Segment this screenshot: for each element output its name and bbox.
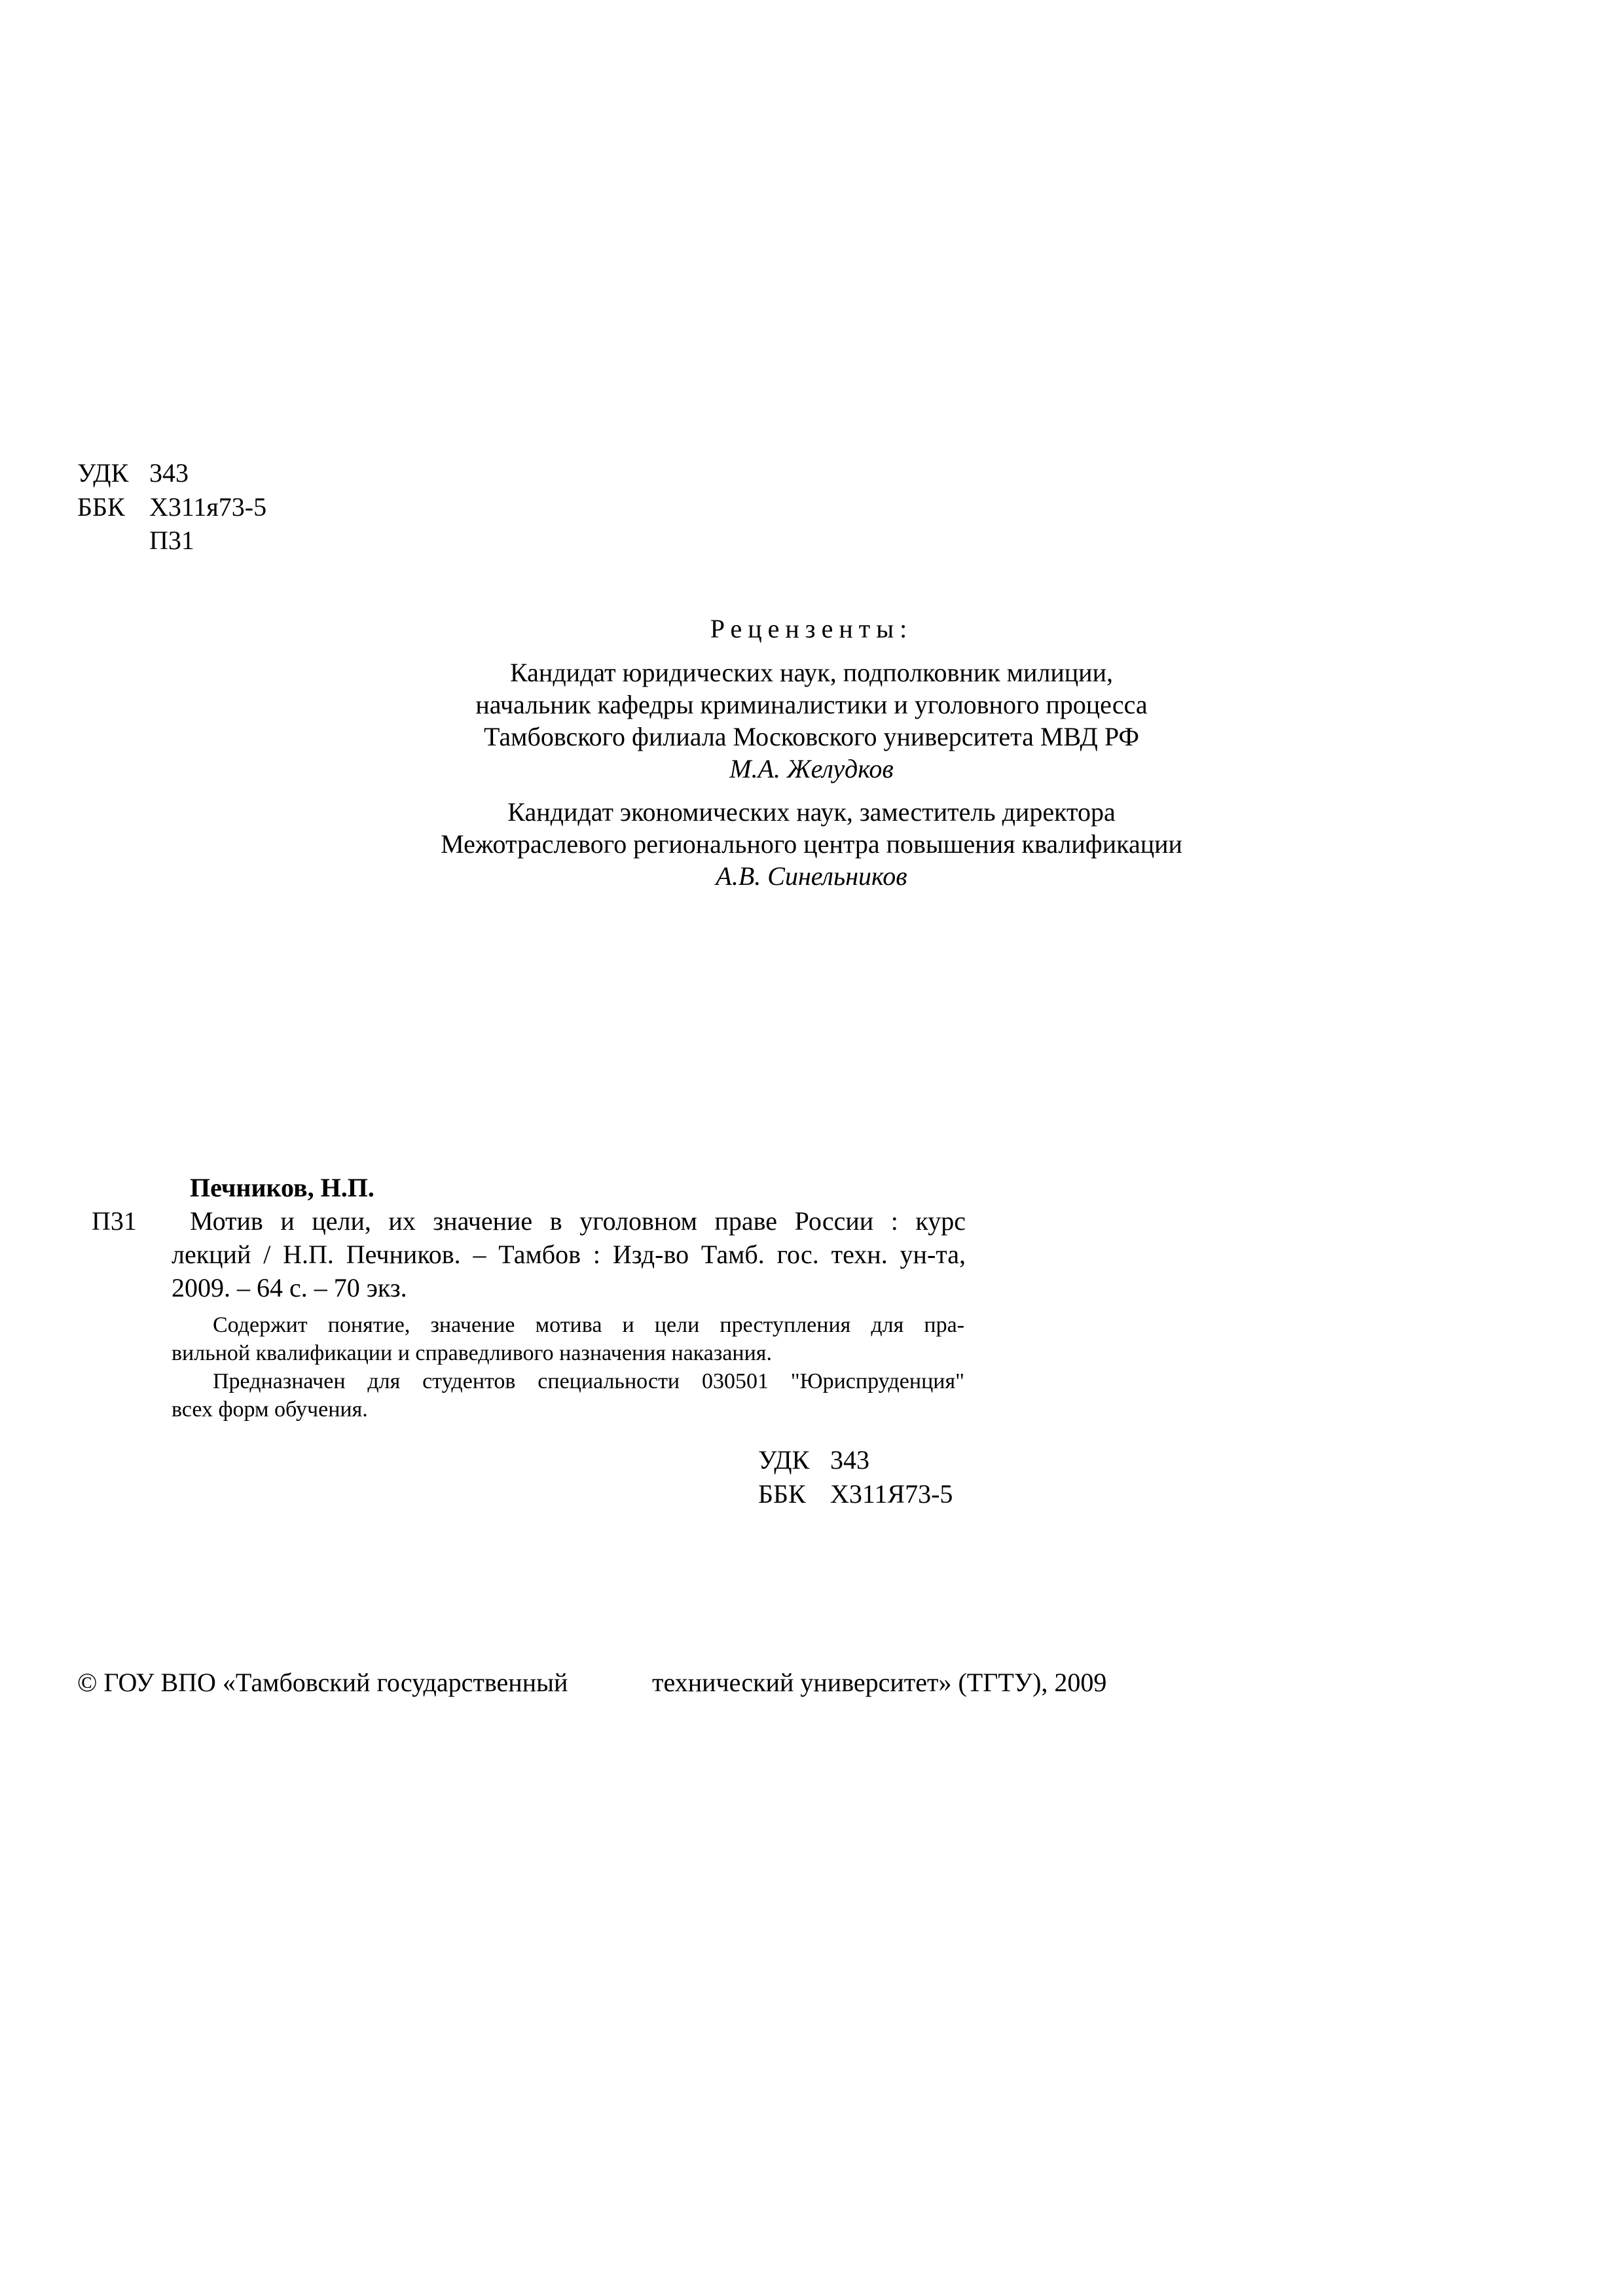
reviewer-2-name: А.В. Синельников: [716, 861, 907, 891]
bbk-value: Х311я73-5: [149, 492, 267, 522]
card-annotation-line-3: Предназначен для студентов специальности 030501 "Юриспруденция": [213, 1369, 964, 1393]
udk-label: УДК: [77, 458, 129, 488]
author-mark-top: П31: [149, 526, 194, 555]
card-bbk-value: Х311Я73-5: [830, 1479, 953, 1509]
reviewer-1-line-1: Кандидат юридических наук, подполковник милиции,: [510, 658, 1113, 687]
card-author-mark: П31: [92, 1206, 137, 1236]
copyright-part-1: © ГОУ ВПО «Тамбовский государственный: [77, 1668, 568, 1697]
card-description-line-3: 2009. – 64 с. – 70 экз.: [172, 1273, 407, 1302]
card-bbk-label: ББК: [758, 1479, 806, 1509]
reviewer-2-line-2: Межотраслевого регионального центра повышения квалификации: [441, 829, 1182, 859]
reviewer-1-line-2: начальник кафедры криминалистики и уголовного процесса: [475, 690, 1148, 719]
card-description-line-1: Мотив и цели, их значение в уголовном праве России : курс: [190, 1206, 966, 1236]
bbk-label: ББК: [77, 492, 125, 522]
reviewer-1-name: М.А. Желудков: [729, 754, 894, 783]
card-annotation-line-4: всех форм обучения.: [172, 1397, 368, 1422]
copyright-part-2: технический университет» (ТГТУ), 2009: [652, 1668, 1107, 1697]
card-udk-label: УДК: [758, 1445, 810, 1475]
card-bbk-line: [758, 1477, 953, 1511]
reviewer-1-line-3: Тамбовского филиала Московского университета МВД РФ: [483, 722, 1140, 751]
card-udk-value: 343: [830, 1445, 869, 1475]
card-annotation-line-1: Содержит понятие, значение мотива и цели преступления для пра-: [213, 1313, 964, 1337]
reviewers-heading: Рецензенты:: [710, 614, 913, 643]
udk-line: [77, 456, 189, 490]
card-description-line-2: лекций / Н.П. Печников. – Тамбов : Изд-во Тамб. гос. техн. ун-та,: [172, 1240, 966, 1269]
card-udk-line: [758, 1443, 869, 1477]
udk-value: 343: [149, 458, 189, 488]
card-annotation-line-2: вильной квалификации и справедливого назначения наказания.: [172, 1341, 772, 1365]
card-author: Печников, Н.П.: [190, 1173, 374, 1202]
bbk-line: [77, 490, 266, 524]
reviewer-2-line-1: Кандидат экономических наук, заместитель директора: [507, 797, 1116, 827]
